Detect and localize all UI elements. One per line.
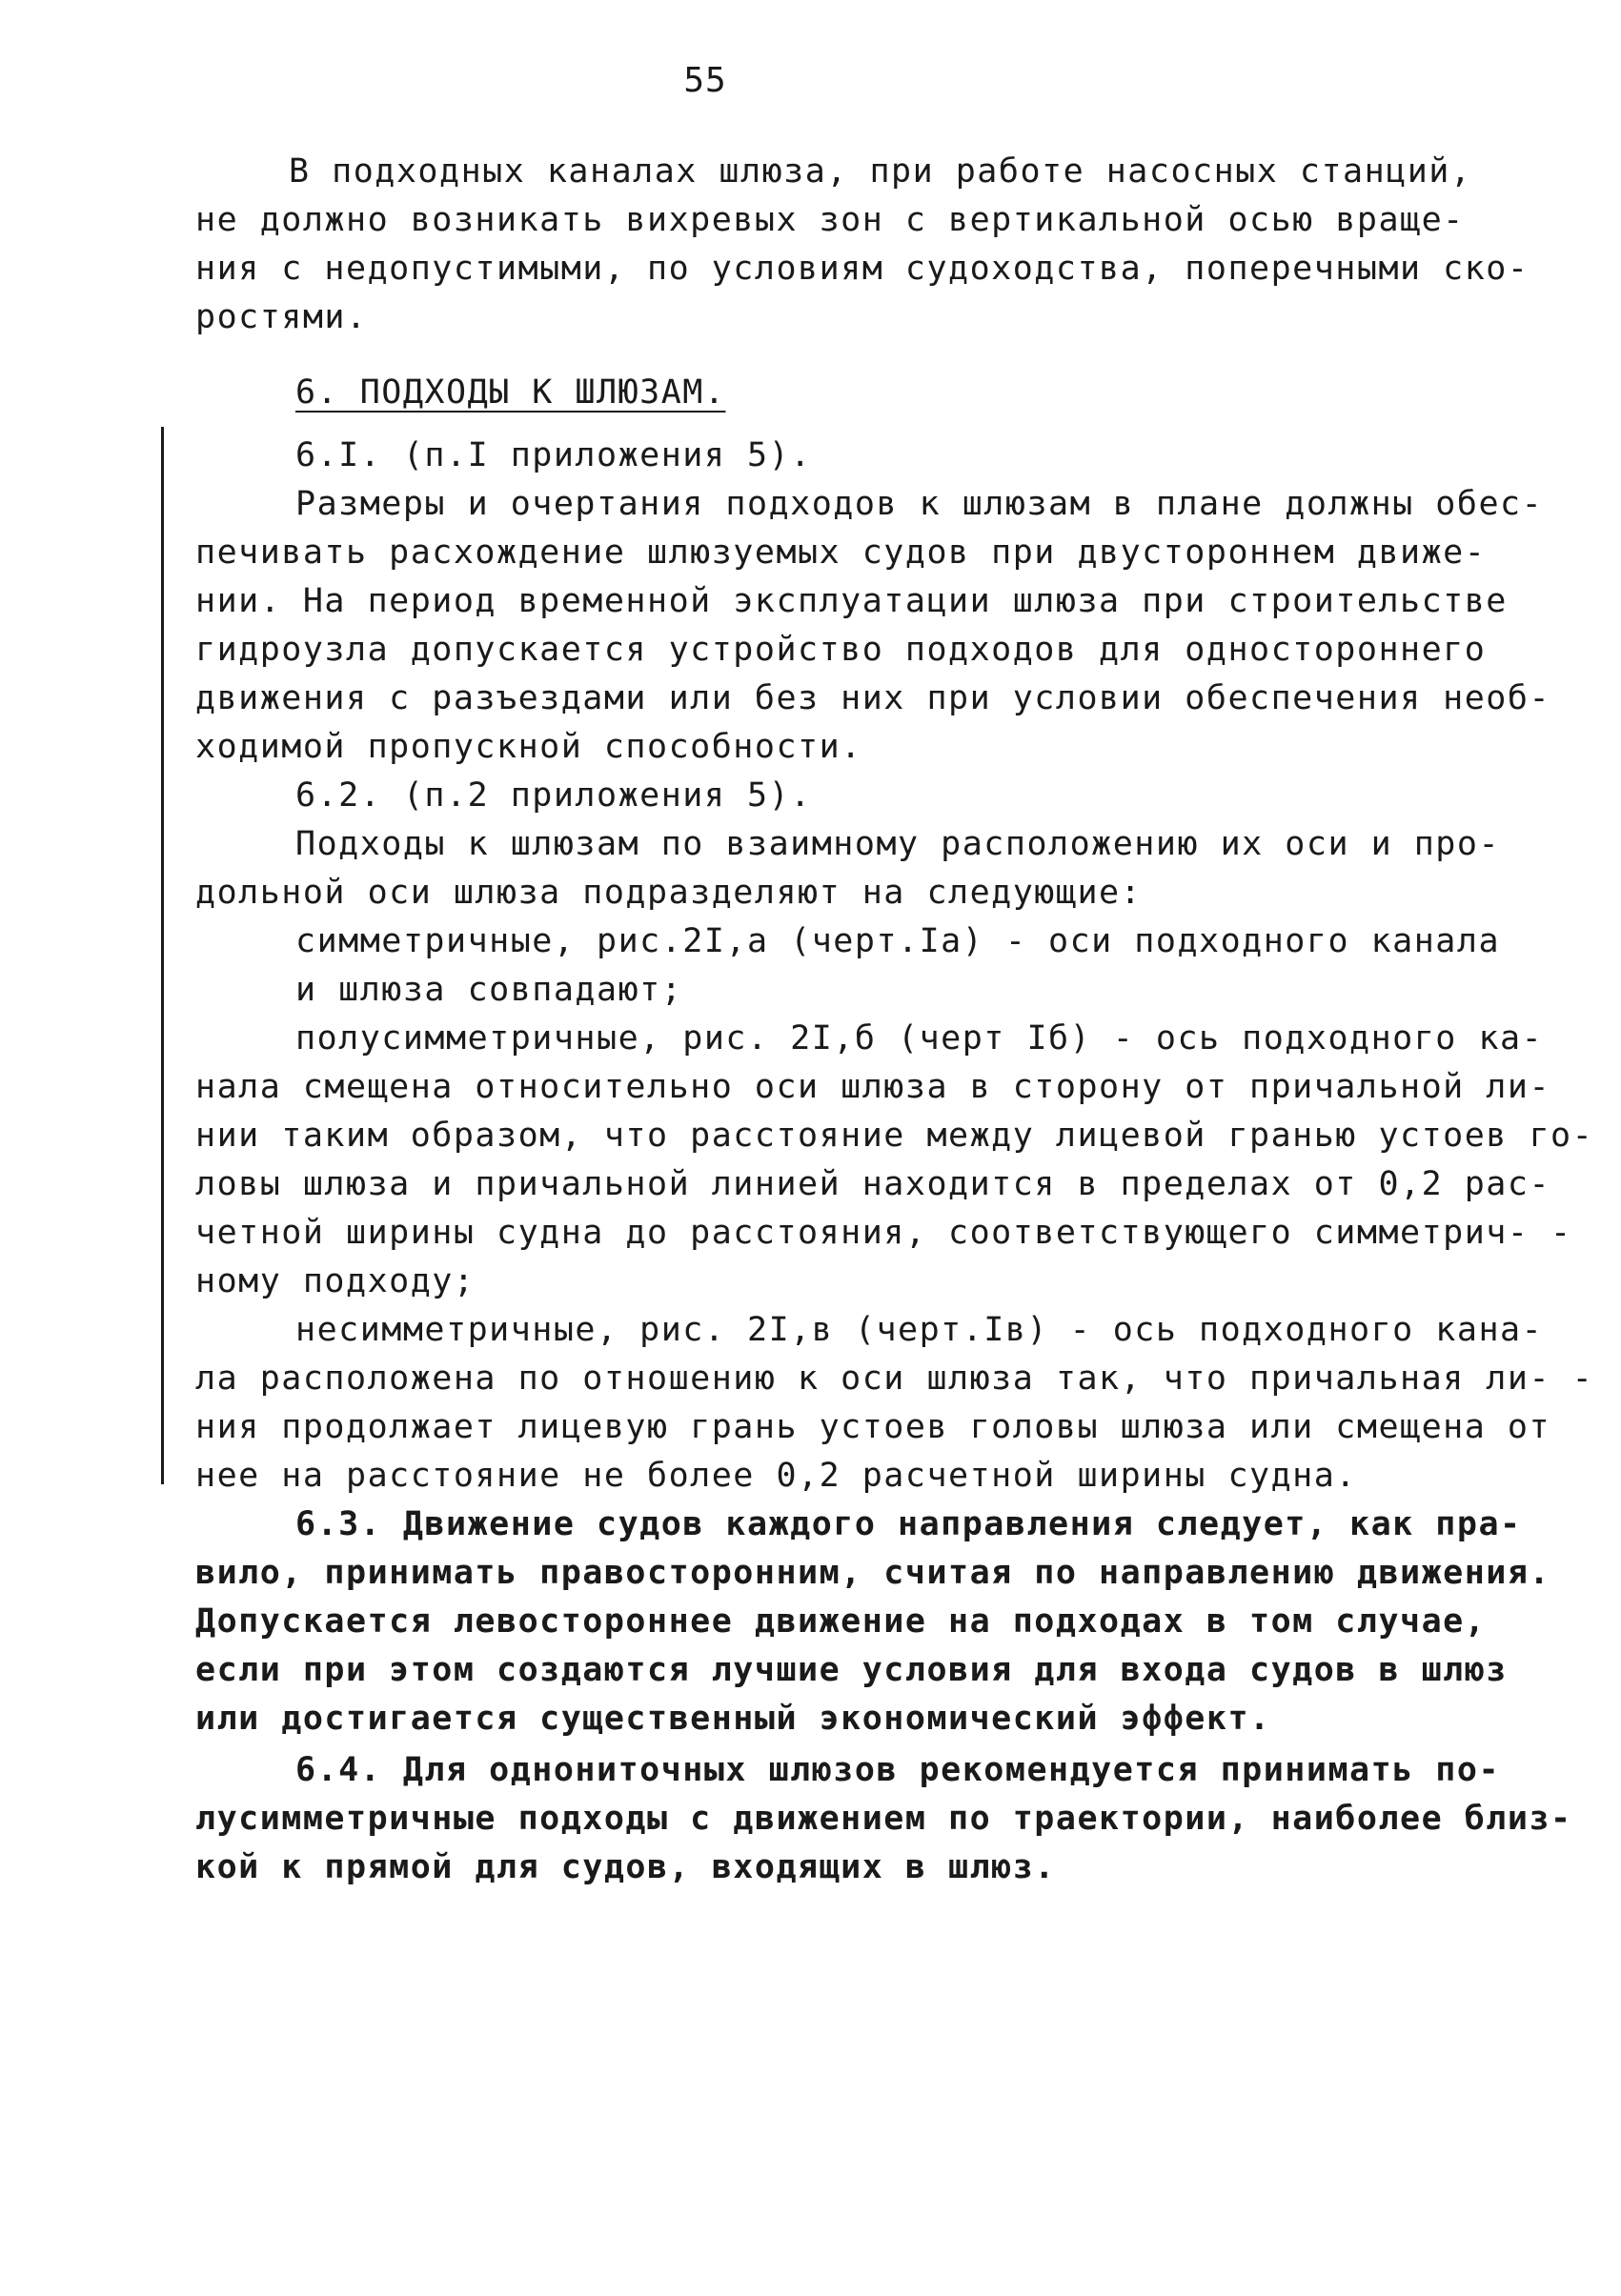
- intro-line: не должно возникать вихревых зон с вертикальной осью враще-: [195, 201, 1465, 239]
- clause-line: нее на расстояние не более 0,2 расчетной ширины судна.: [195, 1457, 1357, 1495]
- clause-line: движения с разъездами или без них при условии обеспечения необ-: [195, 679, 1551, 717]
- clause-line: если при этом создаются лучшие условия для входа судов в шлюз: [195, 1651, 1508, 1689]
- clause-line: полусимметричные, рис. 2I,б (черт Iб) - ось подходного ка-: [295, 1019, 1544, 1057]
- intro-line: В подходных каналах шлюза, при работе насосных станций,: [289, 152, 1472, 191]
- clause-line: вило, принимать правосторонним, считая по направлению движения.: [195, 1554, 1551, 1592]
- intro-line: ния с недопустимыми, по условиям судоходства, поперечными ско-: [195, 250, 1530, 288]
- margin-revision-bar: [161, 427, 164, 1484]
- clause-line: ходимой пропускной способности.: [195, 728, 862, 766]
- clause-line: лусимметричные подходы с движением по траектории, наиболее близ-: [195, 1800, 1572, 1838]
- clause-line: и шлюза совпадают;: [295, 971, 683, 1009]
- clause-line: ному подходу;: [195, 1262, 476, 1300]
- clause-line: Допускается левостороннее движение на подходах в том случае,: [195, 1602, 1487, 1641]
- clause-line: ния продолжает лицевую грань устоев головы шлюза или смещена от: [195, 1408, 1551, 1446]
- clause-line: несимметричные, рис. 2I,в (черт.Iв) - ось подходного кана-: [295, 1311, 1544, 1349]
- clause-line: 6.I. (п.I приложения 5).: [295, 436, 812, 474]
- clause-line: Размеры и очертания подходов к шлюзам в плане должны обес-: [295, 485, 1544, 523]
- clause-line: Подходы к шлюзам по взаимному расположению их оси и про-: [295, 825, 1501, 863]
- clause-line: гидроузла допускается устройство подходов для одностороннего: [195, 631, 1487, 669]
- clause-line: 6.4. Для однониточных шлюзов рекомендуется принимать по-: [295, 1751, 1501, 1789]
- clause-line: нала смещена относительно оси шлюза в сторону от причальной ли-: [195, 1068, 1551, 1106]
- clause-line: кой к прямой для судов, входящих в шлюз.: [195, 1848, 1056, 1886]
- clause-line: ла расположена по отношению к оси шлюза так, что причальная ли- -: [195, 1359, 1594, 1398]
- clause-line: 6.2. (п.2 приложения 5).: [295, 776, 812, 815]
- clause-line: симметричные, рис.2I,а (черт.Iа) - оси подходного канала: [295, 922, 1501, 960]
- intro-line: ростями.: [195, 298, 368, 336]
- clause-line: дольной оси шлюза подразделяют на следующие:: [195, 874, 1143, 912]
- clause-line: или достигается существенный экономический эффект.: [195, 1700, 1271, 1738]
- section-heading: 6. ПОДХОДЫ К ШЛЮЗАМ.: [295, 373, 726, 412]
- clause-line: нии таким образом, что расстояние между лицевой гранью устоев го-: [195, 1117, 1594, 1155]
- clause-line: нии. На период временной эксплуатации шлюза при строительстве: [195, 582, 1508, 620]
- clause-line: 6.3. Движение судов каждого направления следует, как пра-: [295, 1505, 1522, 1543]
- page-number: 55: [683, 61, 727, 100]
- clause-line: печивать расхождение шлюзуемых судов при двустороннем движе-: [195, 534, 1487, 572]
- clause-line: ловы шлюза и причальной линией находится в пределах от 0,2 рас-: [195, 1165, 1551, 1203]
- clause-line: четной ширины судна до расстояния, соответствующего симметрич- -: [195, 1214, 1572, 1252]
